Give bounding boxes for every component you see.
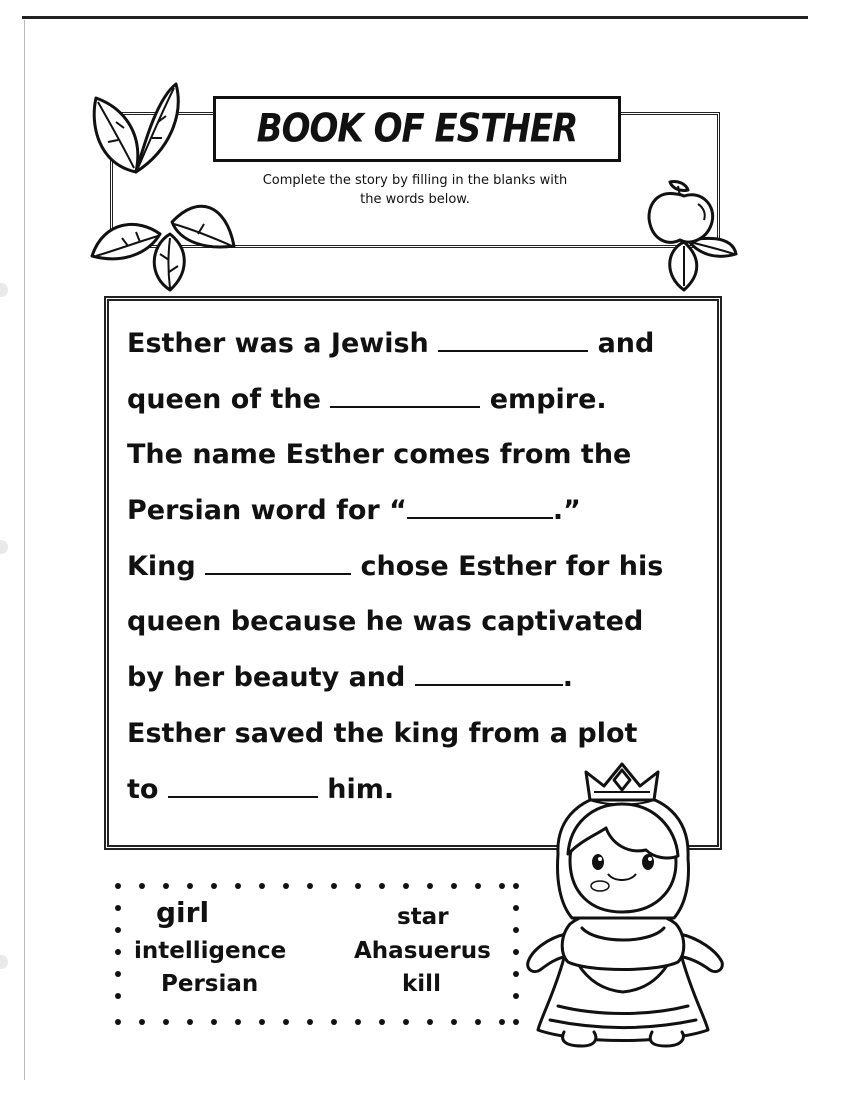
word-bank-item: star (397, 904, 449, 930)
scan-edge-top (22, 16, 808, 19)
story-text: queen of the (127, 384, 331, 415)
story-text: chose Esther for his (351, 551, 664, 582)
story-text: .” (552, 495, 581, 526)
word-bank-item: Persian (161, 971, 259, 997)
story-line (127, 549, 663, 585)
blank-line (330, 384, 480, 408)
leaf-cluster-icon (88, 190, 238, 294)
word-bank (112, 880, 522, 1028)
page-title: BOOK OF ESTHER (256, 106, 578, 152)
scan-edge-left (24, 20, 25, 1080)
story-text: Persian word for “ (127, 495, 407, 526)
punch-hole (0, 540, 8, 554)
instructions-line-2: the words below. (360, 192, 470, 207)
story-text: by her beauty and (127, 662, 415, 693)
story-line (127, 326, 654, 362)
story-text: him. (317, 774, 395, 805)
punch-hole (0, 283, 8, 297)
word-bank-item: Ahasuerus (354, 938, 491, 964)
story-line (127, 493, 581, 529)
title-box (213, 96, 621, 162)
story-line (127, 382, 607, 418)
story-text: Esther was a Jewish (127, 328, 439, 359)
story-text: Esther saved the king from a plot (127, 718, 638, 749)
story-text: King (127, 551, 206, 582)
story-text: The name Esther comes from the (127, 439, 632, 470)
story-text: and (588, 328, 655, 359)
word-bank-item: kill (402, 971, 441, 997)
story-line (127, 772, 394, 808)
story-line (127, 660, 573, 696)
blank-line (407, 495, 553, 519)
word-bank-item: intelligence (134, 938, 287, 964)
instructions-line-1: Complete the story by filling in the blanks with (262, 173, 568, 188)
apple-icon (640, 176, 740, 292)
blank-line (415, 662, 563, 686)
queen-illustration (498, 758, 748, 1050)
leaf-cluster-icon (88, 78, 184, 178)
story-text: . (562, 662, 573, 693)
story-text: queen because he was captivated (127, 606, 644, 637)
instructions (225, 171, 605, 209)
blank-line (205, 551, 351, 575)
story-line (127, 604, 643, 640)
blank-line (438, 328, 588, 352)
blank-line (168, 774, 318, 798)
story-text: to (127, 774, 168, 805)
story-line (127, 437, 631, 473)
word-bank-item: girl (156, 896, 210, 929)
story-line (127, 716, 637, 752)
story-text: empire. (480, 384, 607, 415)
punch-hole (0, 955, 8, 969)
